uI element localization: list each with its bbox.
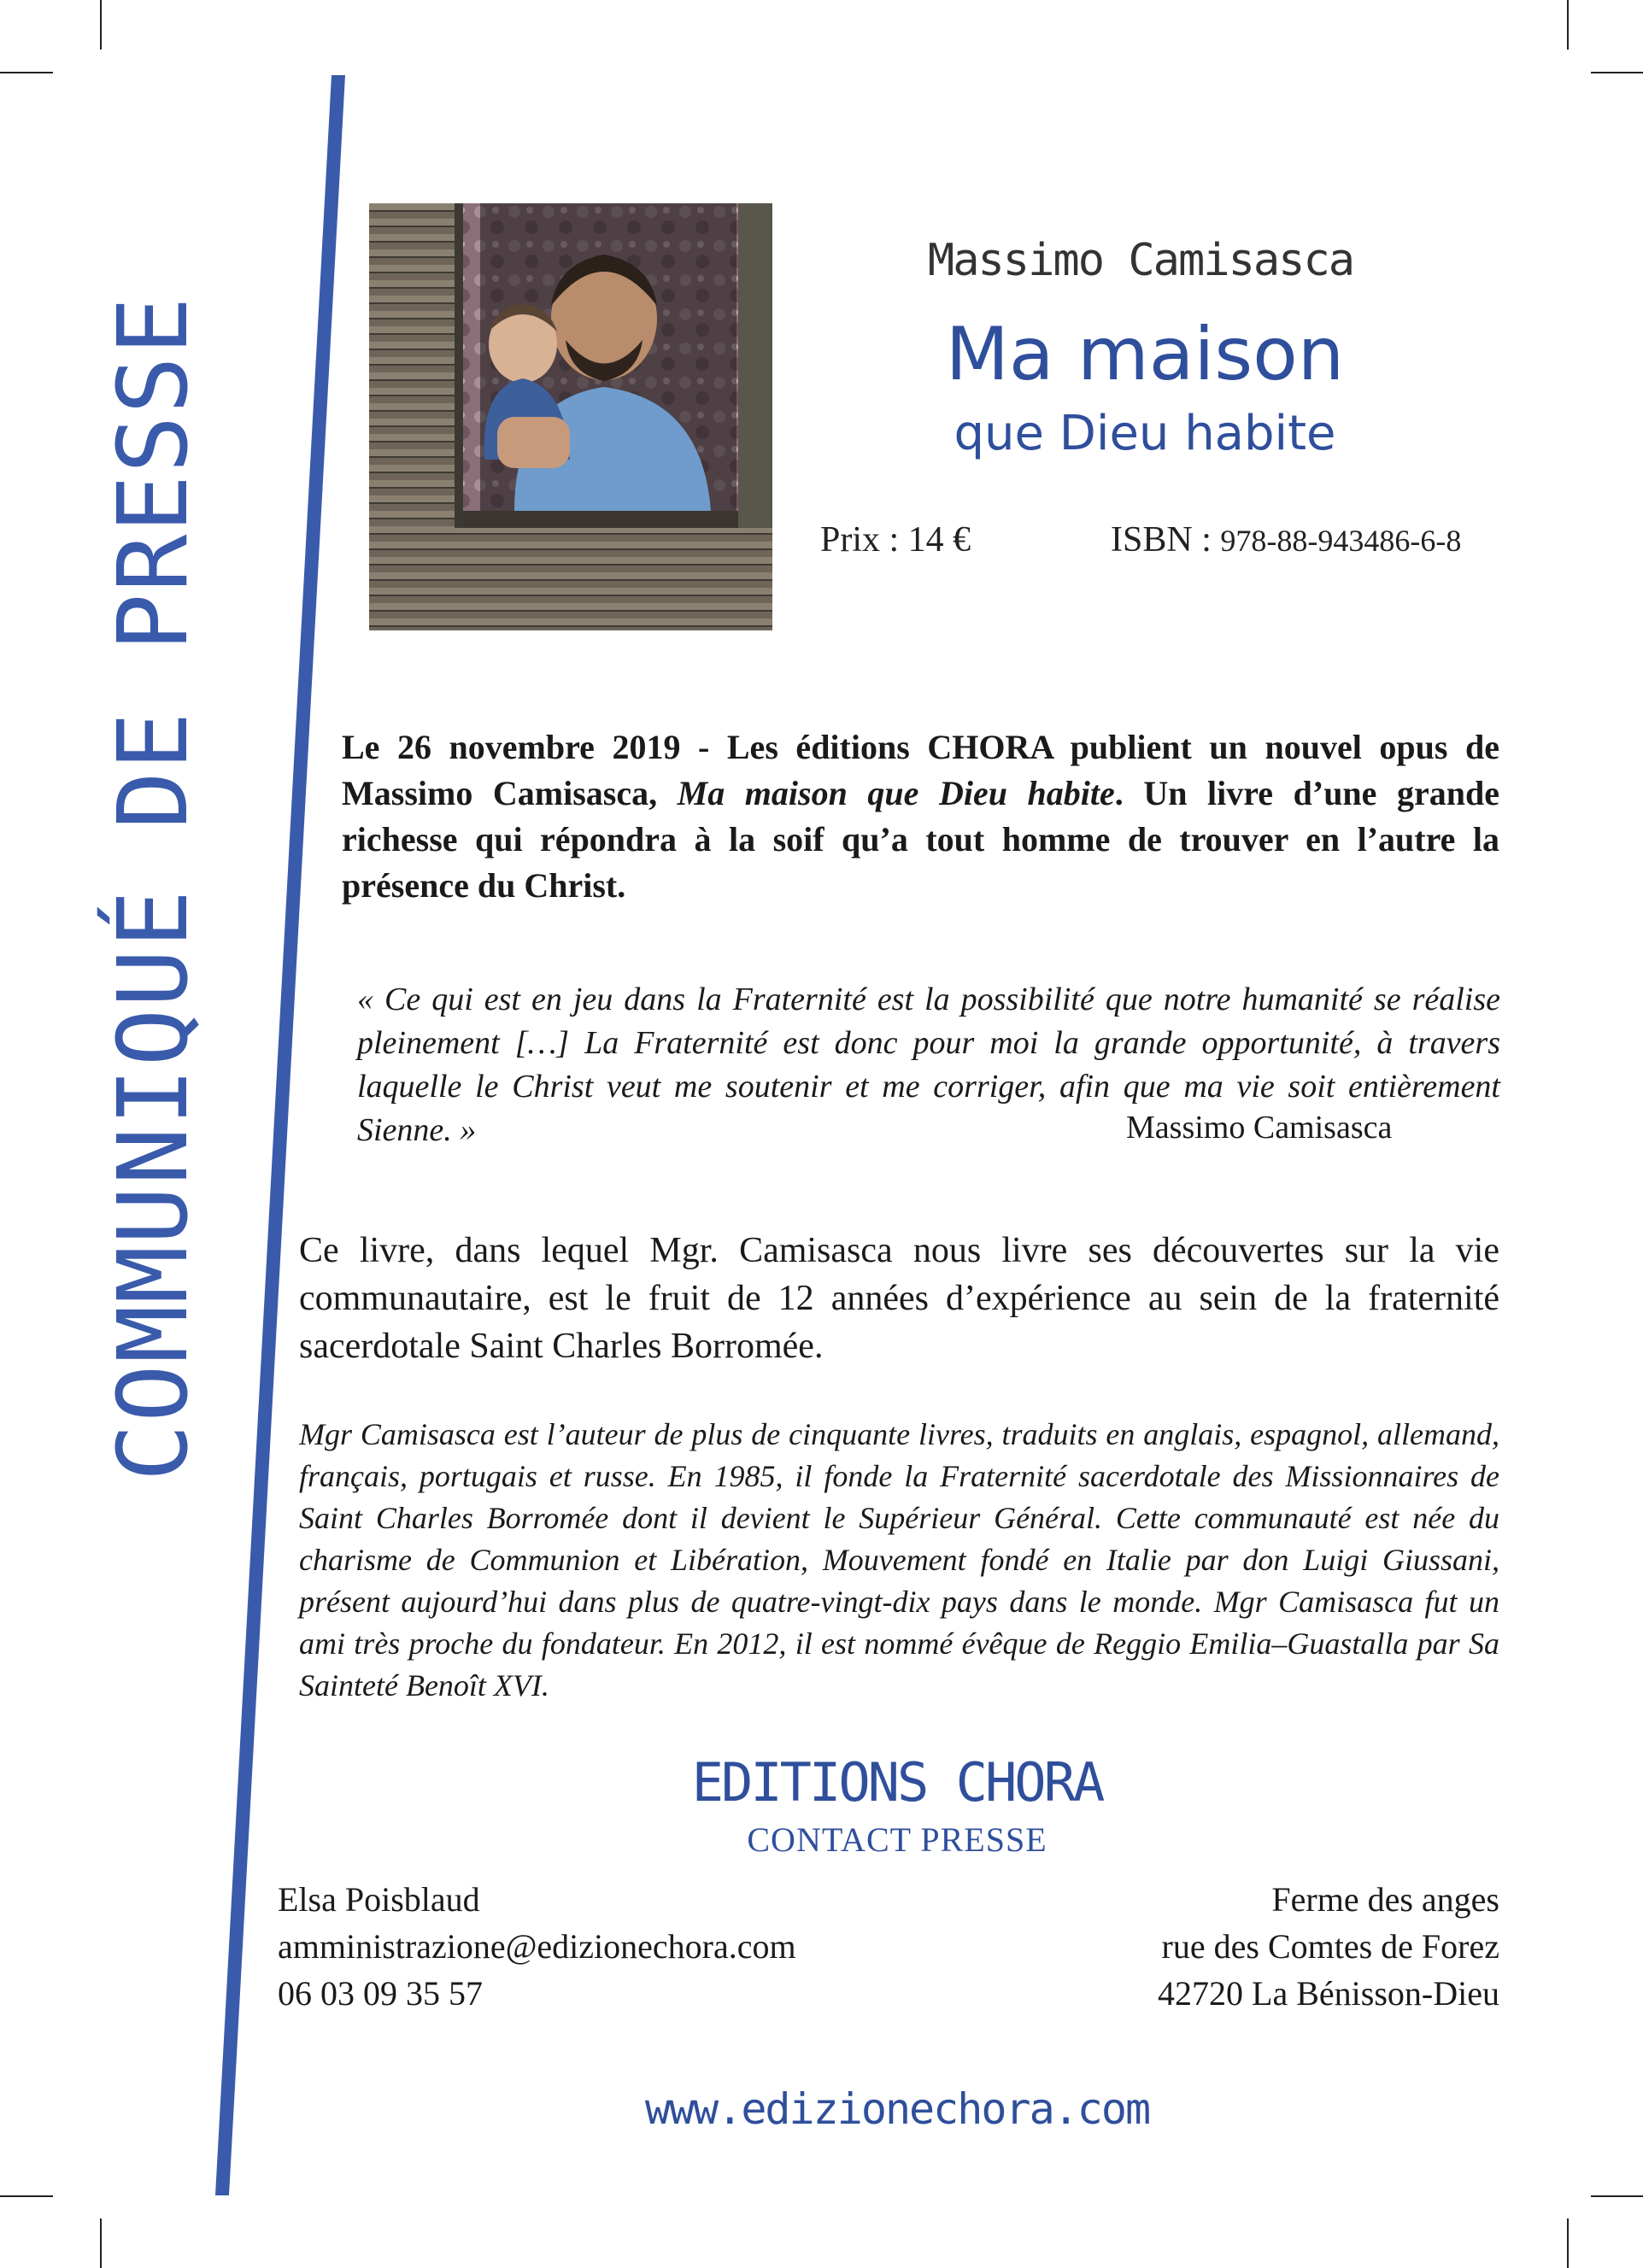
book-title: Ma maison bbox=[945, 312, 1345, 397]
price-isbn-line bbox=[820, 519, 1529, 560]
address-line-3: 42720 La Bénisson-Dieu bbox=[1158, 1974, 1499, 2013]
cover-photo bbox=[369, 203, 772, 630]
body-paragraph-1: Ce livre, dans lequel Mgr. Camisasca nous livre ses découvertes sur la vie communautaire, est le fruit de 12 années d’expérience au sein de la fraternité sacerdotale Saint Charles Borromée. bbox=[299, 1231, 1499, 1366]
price-label: Prix : 14 € bbox=[820, 520, 971, 560]
publisher-name: EDITIONS CHORA bbox=[691, 1751, 1103, 1814]
address-line-2: rue des Comtes de Forez bbox=[1161, 1927, 1499, 1966]
contact-phone: 06 03 09 35 57 bbox=[278, 1974, 483, 2013]
contact-label: CONTACT PRESSE bbox=[747, 1820, 1047, 1859]
contact-name: Elsa Poisblaud bbox=[278, 1880, 480, 1919]
lead-part1: Le 26 novembre 2019 - Les éditions CHORA publient un nouvel opus de Massimo Camisasca, bbox=[342, 728, 1499, 812]
lead-title-italic: Ma maison que Dieu habite bbox=[677, 774, 1115, 812]
isbn bbox=[1111, 519, 1461, 560]
address-line-1: Ferme des anges bbox=[1271, 1880, 1499, 1919]
contact-email[interactable]: amministrazione@edizionechora.com bbox=[278, 1927, 796, 1966]
website-link[interactable]: www.edizionechora.com bbox=[644, 2084, 1150, 2134]
cover-photo-illustration bbox=[369, 203, 772, 630]
quote-author: Massimo Camisasca bbox=[1126, 1110, 1393, 1146]
contact-person bbox=[278, 1876, 796, 2017]
side-title: COMMUNIQUÉ DE PRESSE bbox=[98, 295, 209, 1482]
body-paragraph-2: Mgr Camisasca est l’auteur de plus de cinquante livres, traduits en anglais, espagnol, allemand, français, portugais et russe. En 1985, il fonde la Fraternité sacerdotale des Missionnaires de Saint Charles Borromée dont il devient le Supérieur Général. Cette communauté est née du charisme de Communion et Libération, Mouvement fondé en Italie par don Luigi Giussani, présent aujourd’hui dans plus de quatre-vingt-dix pays dans le monde. Mgr Camisasca fut un ami très proche du fondateur. En 2012, il est nommé évêque de Reggio Emilia–Guastalla par Sa Sainteté Benoît XVI. bbox=[299, 1417, 1499, 1702]
isbn-number: 978-88-943486-6-8 bbox=[1220, 524, 1462, 558]
book-subtitle: que Dieu habite bbox=[954, 406, 1336, 461]
quote-text: « Ce qui est en jeu dans la Fraternité est la possibilité que notre humanité se réalise pleinement […] La Fraternité est donc pour moi la grande opportunité, à travers laquelle le Christ veut me soutenir et me corriger, afin que ma vie soit entièrement Sienne. » bbox=[357, 982, 1500, 1148]
lead-part2: . Un livre d’une grande richesse qui répondra à la soif qu’a tout homme de trouver en l’autre la présence du Christ. bbox=[342, 774, 1500, 905]
book-author: Massimo Camisasca bbox=[927, 235, 1354, 286]
contact-address bbox=[1158, 1876, 1499, 2017]
isbn-label: ISBN : bbox=[1111, 520, 1221, 560]
lead-paragraph bbox=[342, 724, 1499, 909]
